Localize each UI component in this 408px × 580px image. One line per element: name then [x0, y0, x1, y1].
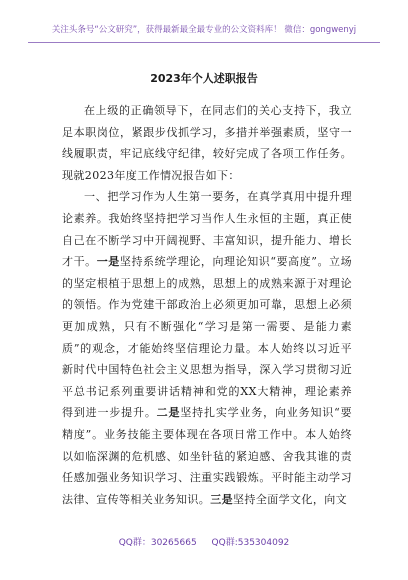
paragraph-text: 在上级的正确领导下，在同志们的关心支持下，我立足本职岗位，紧跟步伐抓学习，多措并举强素质，坚守一线履职责，牢记底线守纪律，较好完成了各项工作任务。现就2023年度工作情况报告如下：: [62, 104, 352, 182]
paragraph-intro: [62, 100, 352, 186]
emphasis-label: 一是: [96, 255, 120, 269]
header-banner: 关注头条号“公文研究”，获得最新最全最专业的公文资料库！ 微信：gongwenyj: [51, 25, 357, 35]
paragraph-text: 坚持全面学文化，向文: [233, 492, 348, 506]
document-body: [62, 100, 352, 510]
document-title: 2023年个人述职报告: [150, 72, 258, 85]
emphasis-label: 二是: [156, 406, 181, 420]
paragraph-section-1: [62, 186, 352, 510]
footer-qq-group-2: QQ群:535304092: [211, 538, 290, 548]
paragraph-text: 坚持扎实学业务，向业务知识“要精度”。业务技能主要体现在各项日常工作中。本人始终以如临深渊的危机感、如坐针毡的紧迫感、舍我其谁的责任感加强业务知识学习、注重实践锻炼。平时能主动学习法律、宣传等相关业务知识。: [62, 406, 352, 506]
footer-qq-group-1: QQ群：30265665: [118, 538, 197, 548]
footer-contacts: [0, 535, 408, 548]
paragraph-text: 坚持系统学理论，向理论知识“要高度”。立场的坚定根植于思想上的成熟，思想上的成熟来源于对理论的领悟。作为党建干部政治上必须更加可靠，思想上必须更加成熟，只有不断强化“学习是第一需要、是能力素质”的观念，才能始终坚信理论力量。本人始终以习近平新时代中国特色社会主义思想为指导，深入学习贯彻习近平总书记系列重要讲话精神和党的XX大精神，理论素养得到进一步提升。: [62, 255, 352, 420]
emphasis-label: 三是: [210, 492, 234, 506]
paragraph-text: 一、把学习作为人生第一要务，在真学真用中提升理论素养。我始终坚持把学习当作人生永恒的主题，真正使自己在不断学习中开阔视野、丰富知识，提升能力、增长才干。: [62, 190, 352, 269]
header-divider: [28, 42, 380, 43]
